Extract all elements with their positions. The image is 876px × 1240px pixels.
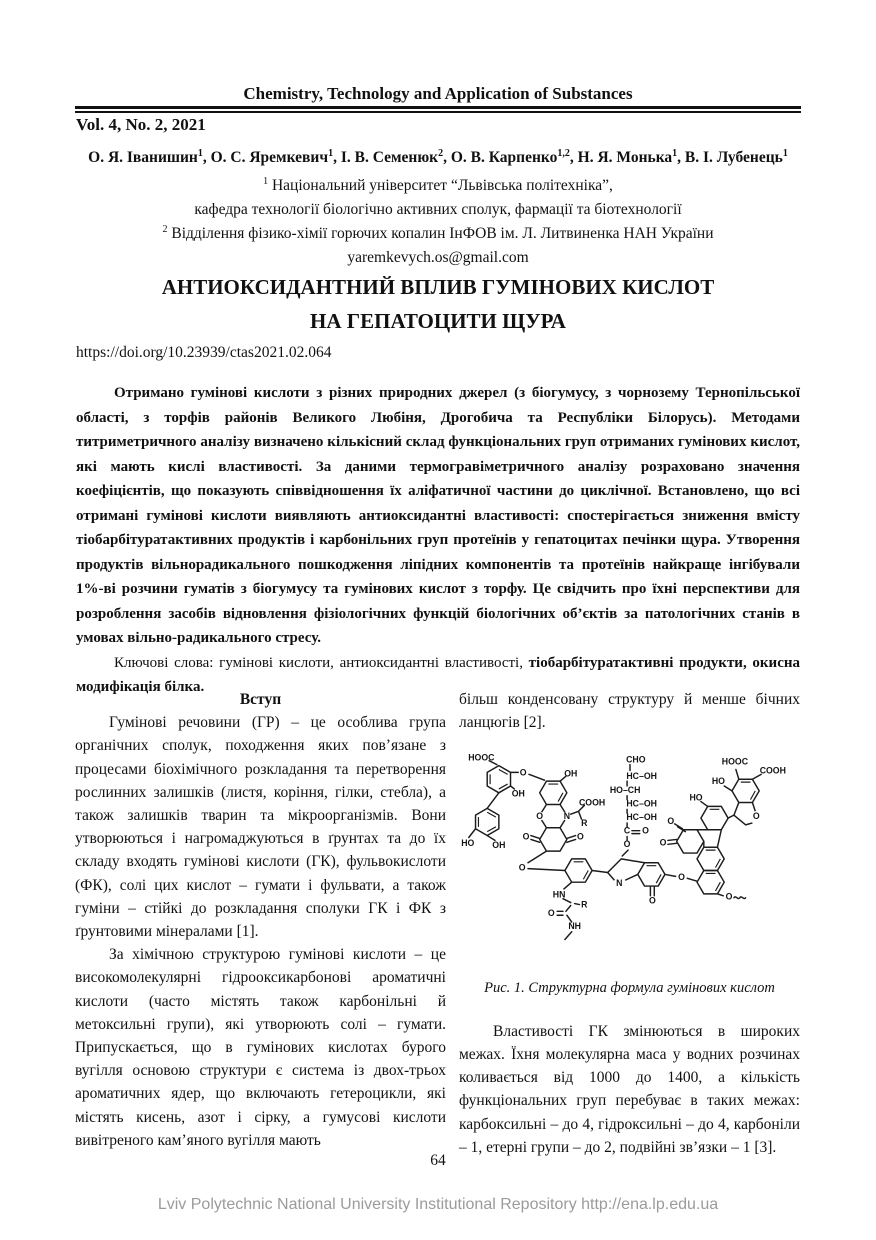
body-paragraph-1: Гумінові речовини (ГР) – це особлива група органічних сполук, походження яких пов’язане з процесами біохімічного розкладання та перетворення рослинних залишків (листя, коріння, гілки, стебла), а також залишків тварин та мікроорганізмів. Вони утворюються і нагромаджуються в ґрунтах та до їх складу входять гумінові кислоти (ГК), фульвокислоти (ФК), солі цих кислот – гумати і фульвати, а також гуміни – стійкі до розкладання сполуки ГК і ФК з ґрунтовими мінералами [1]. — [75, 714, 446, 941]
chem-label: O — [659, 837, 666, 848]
chem-label: O — [519, 767, 527, 778]
chem-label: HO–CH — [609, 785, 640, 796]
article-title — [0, 270, 876, 338]
author-separator: , — [333, 149, 341, 166]
email-link[interactable]: yaremkevych.os@gmail.com — [347, 249, 529, 266]
chem-label: OH — [511, 789, 525, 800]
chem-label: R — [580, 899, 587, 910]
chem-label: NH — [567, 921, 581, 932]
chem-label: O — [547, 908, 555, 919]
chem-label: O — [522, 831, 529, 842]
author-superscript: 1 — [328, 147, 334, 159]
author-name: І. В. Семенюк — [340, 149, 439, 166]
affiliation-1-text: Національний університет “Львівська політехніка”, — [268, 177, 613, 194]
quinone-ring — [539, 828, 566, 851]
chem-label: HO — [460, 838, 474, 849]
article-title-line1: АНТИОКСИДАНТНИЙ ВПЛИВ ГУМІНОВИХ КИСЛОТ — [161, 275, 715, 299]
chem-label: N — [615, 878, 622, 889]
author-separator: , — [569, 149, 578, 166]
affiliation-1 — [0, 174, 876, 198]
author-separator: , — [443, 149, 451, 166]
wavy-bond — [733, 897, 745, 899]
author-superscript: 1 — [782, 147, 788, 159]
chem-label: N — [563, 811, 570, 822]
abstract-block — [76, 381, 800, 700]
chem-label: COOH — [759, 765, 786, 776]
chem-label: O — [648, 895, 656, 906]
affiliation-1-superscript: 1 — [263, 175, 269, 187]
doi-link[interactable]: https://doi.org/10.23939/ctas2021.02.064 — [76, 344, 332, 361]
chem-label: COOH — [578, 797, 605, 808]
chem-label: O — [535, 811, 543, 822]
left-column — [75, 688, 446, 1152]
page-number: 64 — [430, 1152, 446, 1169]
intro-heading: Вступ — [239, 691, 282, 708]
chem-label: O — [752, 811, 760, 822]
affiliation-2 — [0, 222, 876, 246]
affiliation-2-superscript: 2 — [162, 223, 168, 235]
author-name: О. В. Карпенко — [450, 149, 558, 166]
chem-label: O — [623, 839, 630, 850]
body-paragraph-2: За хімічною структурою гумінові кислоти – це високомолекулярні гідрооксикарбонові ароматичні кислоти (часто містять також карбонільні й метоксильні групи), які утворюють солі – гумати. Припускається, що в гумінових кислотах бурого вугілля основою структури є система із двох-трьох ароматичних ядер, що включають гетероцикли, які містять кисень, азот і сірку, а гумусові кислоти вивітреного кам’яного вугілля мають — [75, 946, 446, 1149]
author-superscript: 1,2 — [557, 147, 570, 159]
right-column — [459, 688, 800, 1159]
author-name: О. Я. Іванишин — [88, 149, 198, 166]
figure-1 — [460, 750, 800, 999]
quinone-ring — [676, 830, 703, 853]
abstract-paragraph: Отримано гумінові кислоти з різних природних джерел (з біогумусу, з чорнозему Тернопільської області, з торфів районів Великого Любіня, Дрогобича та Республіки Білорусь). Методами титриметричного аналізу визначено кількісний склад функціональних груп отриманих гумінових кислот, які мають кислі властивості. За даними термогравіметричного аналізу розраховано значення коефіцієнтів, що показують співвідношення їх аліфатичної частини до циклічної. Встановлено, що всі отримані гумінові кислоти виявляють антиоксидантні властивості: спостерігається зниження вмісту тіобарбітуратактивних продуктів і карбонільних груп протеїнів у гепатоцитах печінки щура. Утворення продуктів вільнорадикального пошкодження ліпідних компонентів та протеїнів найкраще інгібували 1%-ві розчини гуматів з біогумусу та гумінових кислот з торфу. Це свідчить про їхні перспективи для розроблення засобів відновлення фізіологічних функцій біологічних об’єктів за патологічних станів в умовах вільно-радикального стресу. — [76, 385, 800, 646]
header-rule-thick — [75, 106, 801, 109]
author-superscript: 1 — [672, 147, 678, 159]
keywords-bold-part: тіобарбітуратактивні продукти, окисна модифікація білка. — [76, 654, 800, 695]
chem-label: OH — [491, 840, 505, 851]
author-superscript: 1 — [197, 147, 203, 159]
chem-label: O — [518, 862, 526, 873]
chem-label: O — [641, 826, 649, 837]
journal-header: Chemistry, Technology and Application of Substances — [243, 84, 633, 103]
article-title-line2: НА ГЕПАТОЦИТИ ЩУРА — [310, 309, 566, 333]
chem-label: HC–OH — [625, 771, 657, 782]
chem-label: HC–OH — [625, 798, 657, 809]
chem-label: CHO — [625, 755, 646, 766]
chem-label: HN — [552, 890, 565, 901]
authors-line — [0, 146, 876, 170]
repository-footer: Lviv Polytechnic National University Institutional Repository http://ena.lp.edu.ua — [157, 1196, 719, 1213]
chem-label: O — [677, 872, 685, 883]
affiliation-2-text: Відділення фізико-хімії горючих копалин ІнФОВ ім. Л. Литвиненка НАН України — [167, 225, 714, 242]
chem-label: HOOC — [721, 757, 748, 768]
chem-label: HOOC — [467, 753, 494, 764]
benzene-ring — [700, 807, 727, 830]
author-superscript: 2 — [438, 147, 444, 159]
author-name: В. І. Лубенець — [684, 149, 783, 166]
chem-label: HO — [689, 792, 703, 803]
volume-line: Vol. 4, No. 2, 2021 — [76, 115, 206, 134]
chem-label: HO — [711, 776, 725, 787]
chem-label: C — [623, 826, 630, 837]
chem-label: HC–OH — [625, 812, 657, 823]
chem-label: R — [580, 818, 587, 829]
oxazine-ring — [541, 805, 564, 828]
body-paragraph-4: Властивості ГК змінюються в широких межах. Їхня молекулярна маса у водних розчинах коливається від 1000 до 1400, а кількість функціональних груп перебуває в таких межах: карбоксильні – до 4, гідроксильні – до 4, карбоніли – 1, етерні групи – до 2, подвійні зв’язки – 1 [3]. — [459, 1022, 800, 1156]
author-separator: , — [677, 149, 685, 166]
chem-label: O — [666, 816, 674, 827]
chem-label: O — [725, 892, 732, 903]
author-name: Н. Я. Монька — [577, 149, 673, 166]
affiliation-1-dept: кафедра технології біологічно активних сполук, фармації та біотехнології — [194, 201, 682, 218]
chem-label: O — [576, 831, 584, 842]
author-separator: , — [202, 149, 211, 166]
figure-caption: Рис. 1. Структурна формула гумінових кислот — [484, 979, 775, 996]
authors-block — [0, 146, 876, 270]
chemical-structure-svg — [460, 750, 800, 959]
author-name: О. С. Яремкевич — [210, 149, 329, 166]
keywords-normal-part: Ключові слова: гумінові кислоти, антиоксидантні властивості, — [114, 654, 529, 671]
chem-label: OH — [563, 768, 577, 779]
body-paragraph-3: більш конденсовану структуру й менше бічних ланцюгів [2]. — [459, 691, 800, 732]
header-rule-thin — [75, 111, 801, 113]
